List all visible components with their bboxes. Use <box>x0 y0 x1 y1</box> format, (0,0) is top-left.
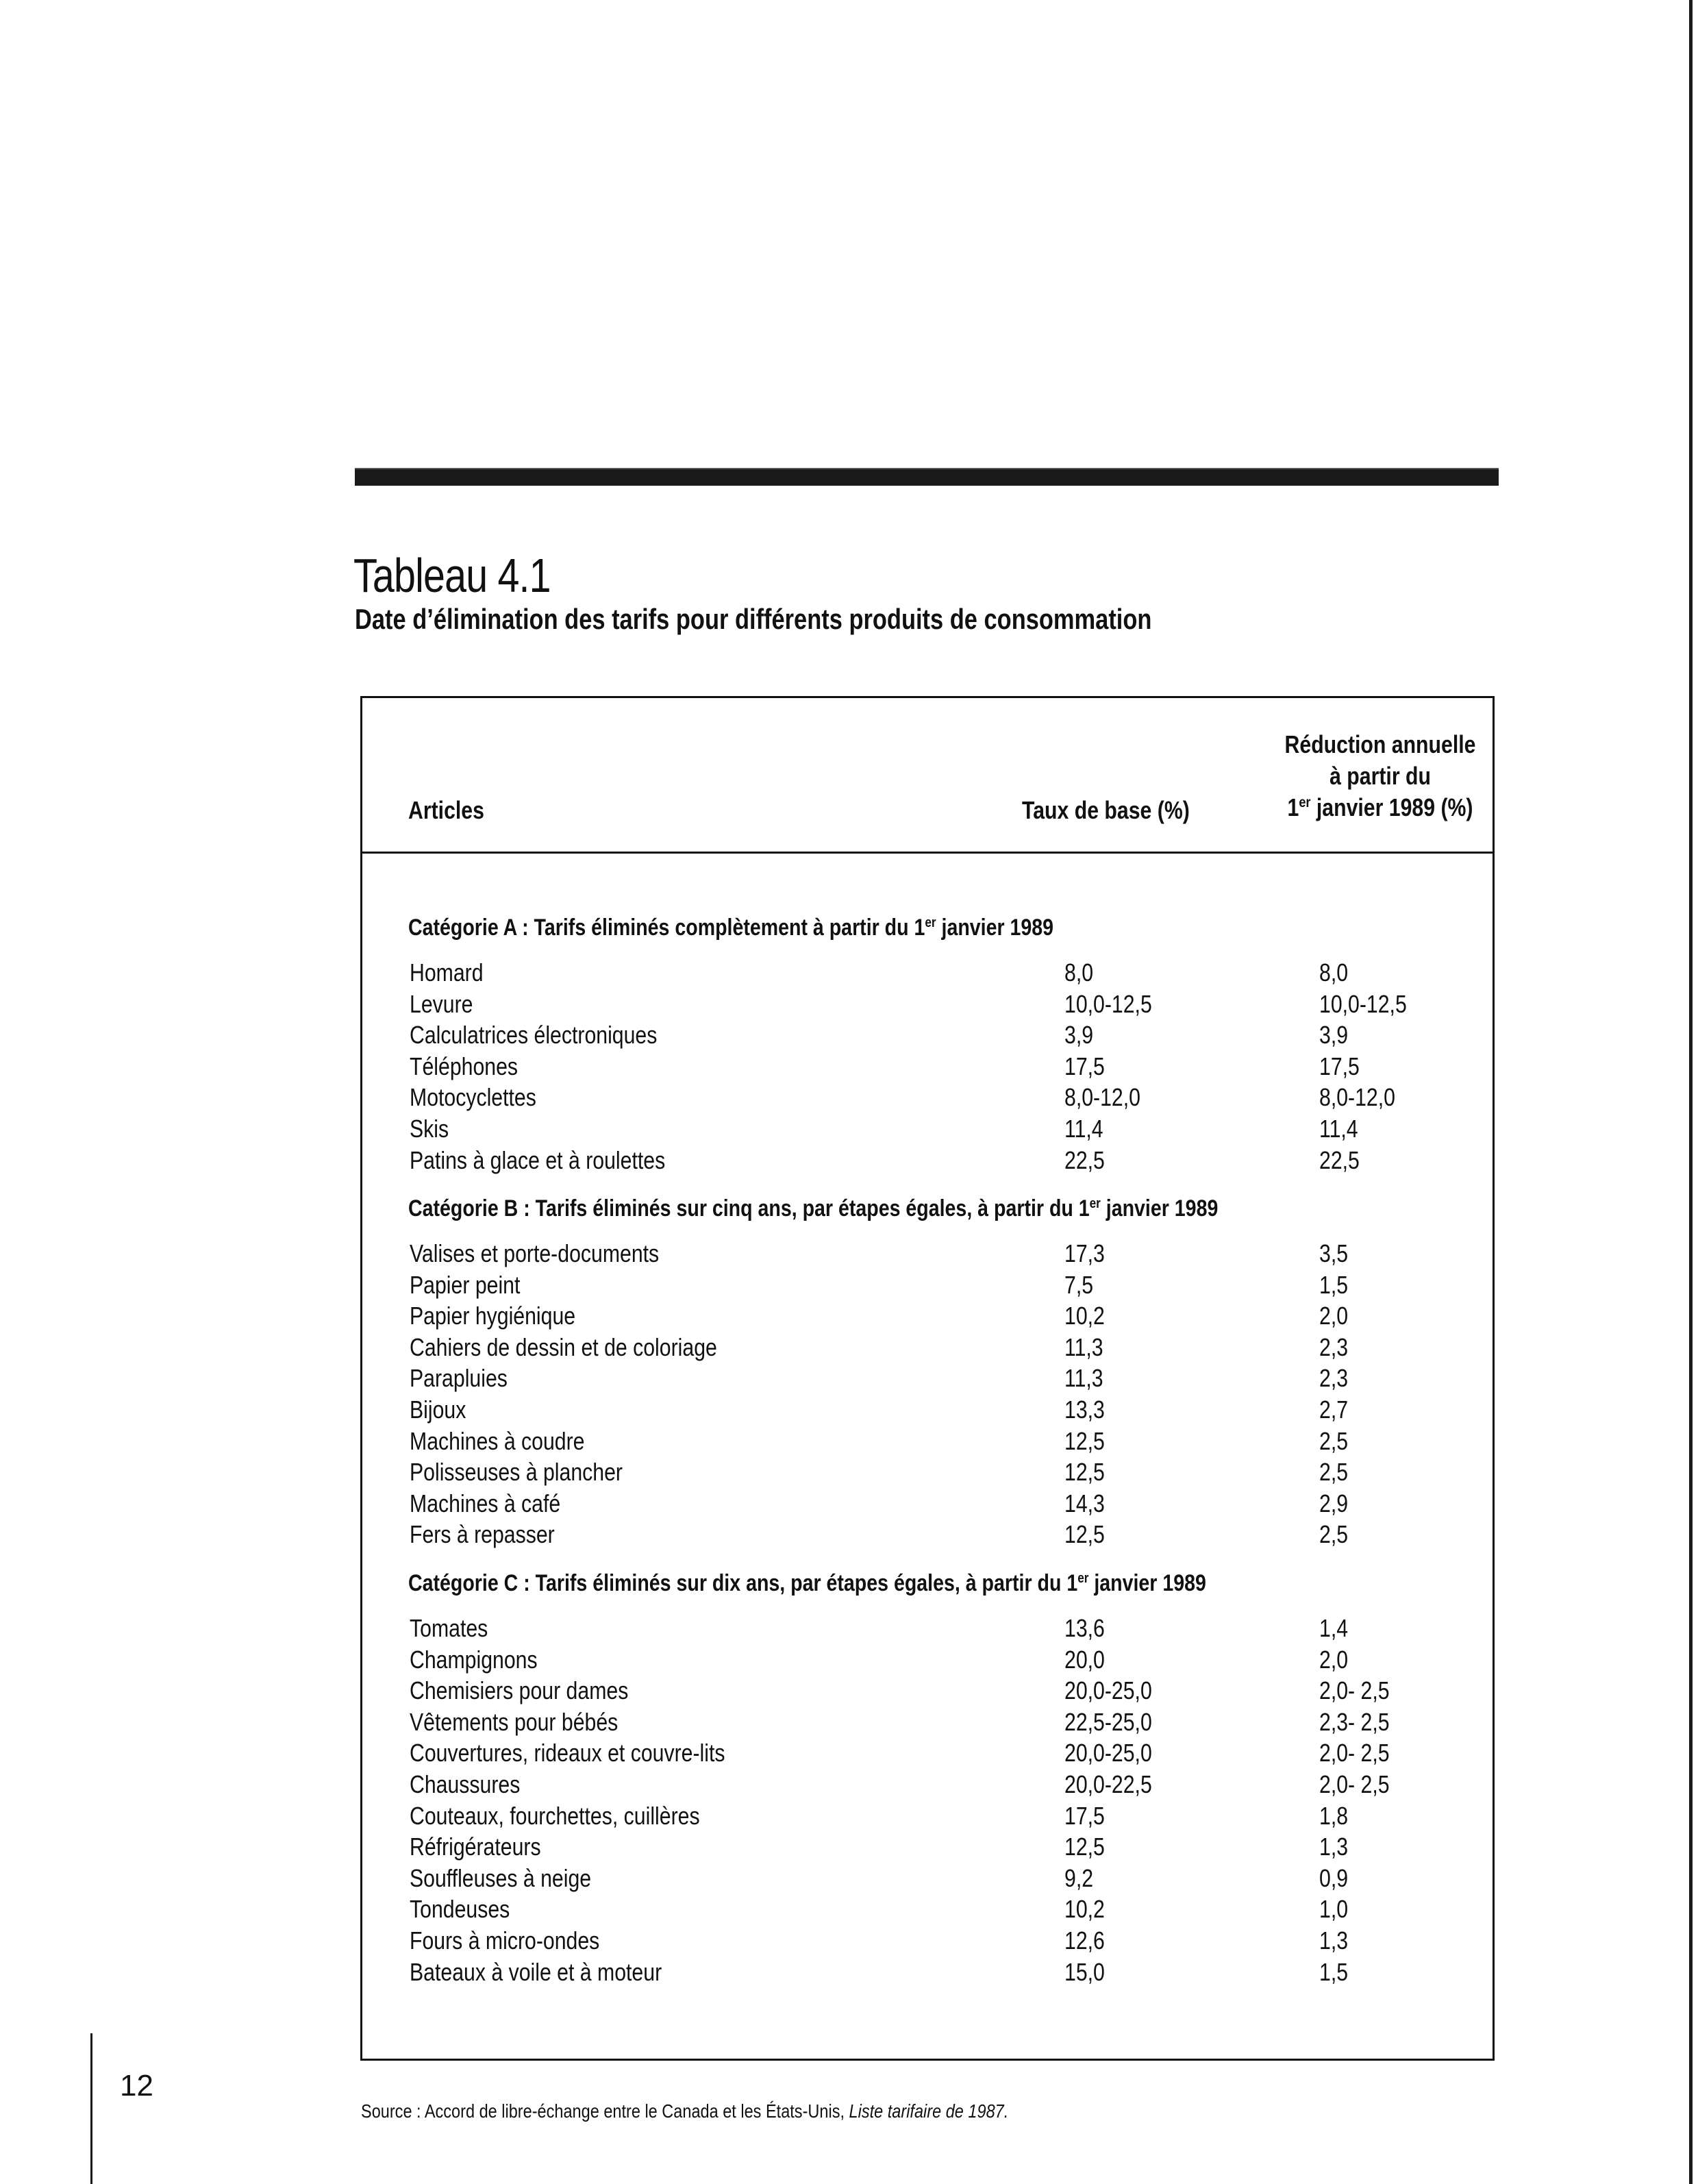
article-cell: Tomates <box>410 1614 488 1642</box>
reduction-header-line-2: à partir du <box>1329 762 1431 790</box>
article-cell: Tondeuses <box>410 1895 510 1924</box>
reduction-header-date: janvier 1989 (%) <box>1310 793 1473 821</box>
table-row <box>0 1363 1698 1394</box>
category-ordinal: er <box>1077 1570 1089 1586</box>
table-row <box>0 1426 1698 1457</box>
reduction-cell: 1,5 <box>1319 1957 1349 1986</box>
base-rate-cell: 10,0-12,5 <box>1064 989 1152 1018</box>
reduction-cell: 11,4 <box>1319 1115 1358 1143</box>
reduction-cell: 2,9 <box>1319 1489 1349 1517</box>
article-cell: Patins à glace et à roulettes <box>410 1145 666 1174</box>
base-rate-cell: 10,2 <box>1064 1302 1105 1330</box>
table-row <box>0 1456 1698 1488</box>
base-rate-cell: 7,5 <box>1064 1270 1094 1299</box>
article-cell: Polisseuses à plancher <box>410 1458 623 1487</box>
reduction-cell: 2,0- 2,5 <box>1319 1770 1390 1798</box>
base-rate-cell: 20,0-22,5 <box>1064 1770 1152 1798</box>
reduction-header-line-3 <box>1245 792 1516 823</box>
reduction-cell: 2,0 <box>1319 1302 1349 1330</box>
base-rate-cell: 13,3 <box>1064 1395 1105 1424</box>
table-row <box>0 1519 1698 1550</box>
article-cell: Levure <box>410 989 473 1018</box>
base-rate-cell: 17,5 <box>1064 1052 1105 1080</box>
reduction-cell: 8,0-12,0 <box>1319 1083 1395 1112</box>
article-cell: Homard <box>410 958 484 986</box>
source-title: Liste tarifaire de 1987. <box>849 2100 1009 2122</box>
table-row <box>0 957 1698 989</box>
table-row <box>0 1707 1698 1738</box>
table-row <box>0 1300 1698 1332</box>
article-cell: Machines à café <box>410 1489 561 1517</box>
article-cell: Champignons <box>410 1645 538 1674</box>
reduction-cell: 1,5 <box>1319 1270 1349 1299</box>
category-heading <box>408 1569 1206 1598</box>
article-cell: Motocyclettes <box>410 1083 536 1112</box>
category-heading <box>408 913 1053 942</box>
reduction-cell: 2,0 <box>1319 1645 1349 1674</box>
category-title: Catégorie B : Tarifs éliminés sur cinq ans, par étapes égales, à partir du 1 <box>408 1195 1090 1221</box>
article-cell: Couteaux, fourchettes, cuillères <box>410 1801 700 1830</box>
table-row <box>0 1831 1698 1863</box>
source-text: Source : Accord de libre-échange entre le Canada et les États-Unis, <box>361 2100 849 2122</box>
base-rate-cell: 8,0-12,0 <box>1064 1083 1140 1112</box>
table-row <box>0 1800 1698 1832</box>
article-cell: Couvertures, rideaux et couvre-lits <box>410 1739 725 1767</box>
table-row <box>0 1769 1698 1800</box>
table-row <box>0 1613 1698 1644</box>
column-header-annual-reduction <box>1245 729 1516 823</box>
reduction-cell: 1,8 <box>1319 1801 1349 1830</box>
table-row <box>0 989 1698 1020</box>
reduction-cell: 2,3 <box>1319 1332 1349 1361</box>
category-ordinal: er <box>1089 1195 1101 1211</box>
category-date: janvier 1989 <box>1100 1195 1219 1221</box>
base-rate-cell: 11,4 <box>1064 1115 1103 1143</box>
table-row <box>0 1051 1698 1082</box>
table-row <box>0 1925 1698 1957</box>
reduction-cell: 2,3 <box>1319 1364 1349 1393</box>
table-row <box>0 1113 1698 1145</box>
base-rate-cell: 9,2 <box>1064 1863 1094 1892</box>
base-rate-cell: 3,9 <box>1064 1021 1094 1050</box>
column-header-base-rate: Taux de base (%) <box>1022 796 1190 824</box>
source-note <box>361 2100 1008 2123</box>
table-row <box>0 1082 1698 1113</box>
article-cell: Téléphones <box>410 1052 519 1080</box>
article-cell: Bateaux à voile et à moteur <box>410 1957 662 1986</box>
base-rate-cell: 20,0-25,0 <box>1064 1676 1152 1705</box>
base-rate-cell: 17,3 <box>1064 1239 1105 1267</box>
page-number-rule <box>90 2033 92 2184</box>
category-date: janvier 1989 <box>1088 1570 1206 1596</box>
page-number: 12 <box>120 2069 153 2102</box>
reduction-cell: 3,5 <box>1319 1239 1349 1267</box>
article-cell: Papier hygiénique <box>410 1302 576 1330</box>
reduction-header-day: 1 <box>1287 793 1299 821</box>
article-cell: Cahiers de dessin et de coloriage <box>410 1332 717 1361</box>
reduction-cell: 2,5 <box>1319 1458 1349 1487</box>
table-number: Tableau 4.1 <box>353 549 551 602</box>
table-row <box>0 1238 1698 1269</box>
reduction-cell: 1,0 <box>1319 1895 1349 1924</box>
article-cell: Chaussures <box>410 1770 521 1798</box>
category-heading <box>408 1194 1218 1223</box>
table-title: Date d’élimination des tarifs pour différents produits de consommation <box>355 603 1152 635</box>
reduction-cell: 8,0 <box>1319 958 1349 986</box>
table-row <box>0 1145 1698 1176</box>
base-rate-cell: 12,5 <box>1064 1833 1105 1861</box>
reduction-cell: 2,5 <box>1319 1426 1349 1455</box>
article-cell: Calculatrices électroniques <box>410 1021 658 1050</box>
base-rate-cell: 11,3 <box>1064 1332 1103 1361</box>
category-title: Catégorie A : Tarifs éliminés complètement à partir du 1 <box>408 915 925 941</box>
base-rate-cell: 20,0 <box>1064 1645 1105 1674</box>
base-rate-cell: 12,5 <box>1064 1458 1105 1487</box>
base-rate-cell: 22,5 <box>1064 1145 1105 1174</box>
base-rate-cell: 12,6 <box>1064 1926 1105 1955</box>
reduction-cell: 2,3- 2,5 <box>1319 1707 1390 1736</box>
base-rate-cell: 15,0 <box>1064 1957 1105 1986</box>
reduction-cell: 1,3 <box>1319 1833 1349 1861</box>
reduction-header-line-1: Réduction annuelle <box>1284 730 1476 758</box>
base-rate-cell: 22,5-25,0 <box>1064 1707 1152 1736</box>
base-rate-cell: 20,0-25,0 <box>1064 1739 1152 1767</box>
article-cell: Parapluies <box>410 1364 508 1393</box>
column-header-articles: Articles <box>408 796 484 824</box>
article-cell: Fers à repasser <box>410 1520 555 1549</box>
table-row <box>0 1675 1698 1707</box>
article-cell: Valises et porte-documents <box>410 1239 660 1267</box>
base-rate-cell: 12,5 <box>1064 1520 1105 1549</box>
base-rate-cell: 8,0 <box>1064 958 1094 986</box>
reduction-header-ordinal: er <box>1299 793 1311 811</box>
base-rate-cell: 17,5 <box>1064 1801 1105 1830</box>
table-row <box>0 1488 1698 1519</box>
reduction-cell: 10,0-12,5 <box>1319 989 1407 1018</box>
category-title: Catégorie C : Tarifs éliminés sur dix ans, par étapes égales, à partir du 1 <box>408 1570 1078 1596</box>
reduction-cell: 3,9 <box>1319 1021 1349 1050</box>
reduction-cell: 22,5 <box>1319 1145 1360 1174</box>
reduction-cell: 2,7 <box>1319 1395 1349 1424</box>
base-rate-cell: 10,2 <box>1064 1895 1105 1924</box>
article-cell: Réfrigérateurs <box>410 1833 541 1861</box>
table-row <box>0 1019 1698 1051</box>
article-cell: Papier peint <box>410 1270 521 1299</box>
article-cell: Souffleuses à neige <box>410 1863 592 1892</box>
base-rate-cell: 12,5 <box>1064 1426 1105 1455</box>
reduction-cell: 2,0- 2,5 <box>1319 1676 1390 1705</box>
table-row <box>0 1644 1698 1676</box>
table-row <box>0 1394 1698 1426</box>
article-cell: Skis <box>410 1115 449 1143</box>
header-bar <box>355 468 1499 486</box>
category-ordinal: er <box>925 915 936 930</box>
category-date: janvier 1989 <box>936 915 1054 941</box>
reduction-cell: 2,0- 2,5 <box>1319 1739 1390 1767</box>
table-row <box>0 1269 1698 1301</box>
article-cell: Bijoux <box>410 1395 466 1424</box>
article-cell: Chemisiers pour dames <box>410 1676 629 1705</box>
reduction-cell: 2,5 <box>1319 1520 1349 1549</box>
base-rate-cell: 14,3 <box>1064 1489 1105 1517</box>
reduction-cell: 0,9 <box>1319 1863 1349 1892</box>
table-row <box>0 1332 1698 1363</box>
reduction-cell: 1,3 <box>1319 1926 1349 1955</box>
table-row <box>0 1957 1698 1988</box>
reduction-cell: 1,4 <box>1319 1614 1349 1642</box>
article-cell: Machines à coudre <box>410 1426 585 1455</box>
table-row <box>0 1863 1698 1894</box>
table-header-divider <box>360 852 1495 854</box>
base-rate-cell: 11,3 <box>1064 1364 1103 1393</box>
base-rate-cell: 13,6 <box>1064 1614 1105 1642</box>
table-row <box>0 1894 1698 1925</box>
reduction-cell: 17,5 <box>1319 1052 1360 1080</box>
article-cell: Vêtements pour bébés <box>410 1707 619 1736</box>
table-row <box>0 1737 1698 1769</box>
article-cell: Fours à micro-ondes <box>410 1926 600 1955</box>
